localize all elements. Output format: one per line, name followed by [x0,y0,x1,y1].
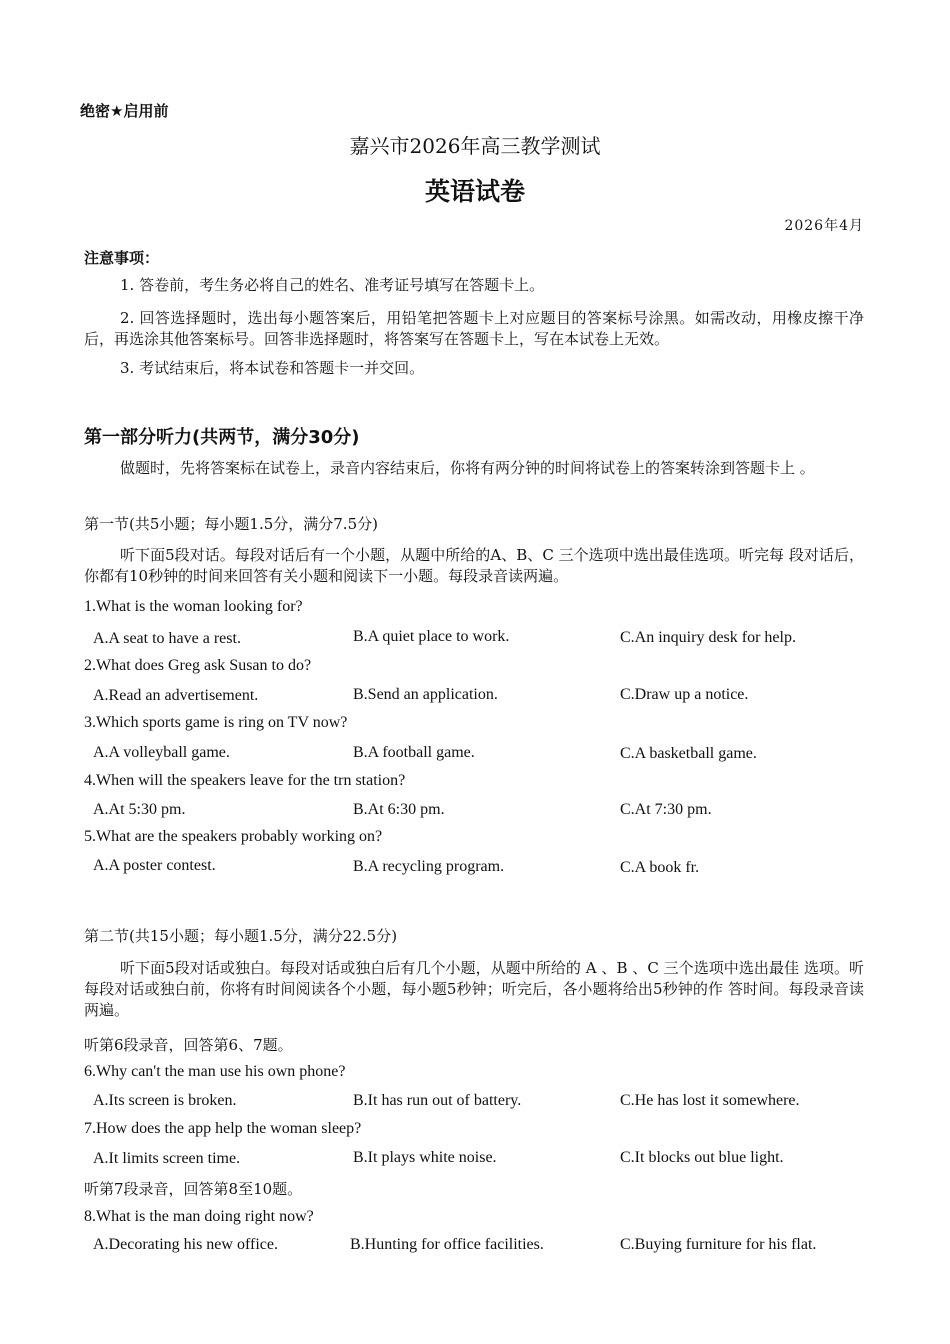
question-5: 5.What are the speakers probably working on? [84,828,383,845]
question-5-option-b: B.A recycling program. [353,858,505,875]
audio-7-instruction: 听第7段录音，回答第8至10题。 [84,1180,303,1198]
section1-instructions: 听下面5段对话。每段对话后有一个小题，从题中所给的A、B、C 三个选项中选出最佳选项。听完每 段对话后，你都有10秒钟的时间来回答有关小题和阅读下一小题。每段录音读两遍。 [84,546,864,585]
question-2-option-b: B.Send an application. [353,686,498,703]
question-3: 3.Which sports game is ring on TV now? [84,714,348,731]
notice-item-3: 3. 考试结束后，将本试卷和答题卡一并交回。 [120,359,425,377]
section2-heading: 第二节(共15小题；每小题1.5分，满分22.5分) [84,927,398,945]
part1-heading: 第一部分听力(共两节，满分30分) [84,427,360,448]
question-6: 6.Why can't the man use his own phone? [84,1063,346,1080]
question-4-option-c: C.At 7:30 pm. [620,801,712,818]
question-2: 2.What does Greg ask Susan to do? [84,657,312,674]
exam-date: 2026年4月 [784,218,864,234]
notice-item-1: 1. 答卷前，考生务必将自己的姓名、准考证号填写在答题卡上。 [120,276,545,294]
question-1: 1.What is the woman looking for? [84,598,303,615]
question-8-option-b: B.Hunting for office facilities. [350,1236,544,1253]
question-2-option-c: C.Draw up a notice. [620,686,749,703]
exam-subtitle: 嘉兴市2026年高三教学测试 [349,134,601,158]
question-7: 7.How does the app help the woman sleep? [84,1120,362,1137]
question-7-option-b: B.It plays white noise. [353,1149,497,1166]
notice-item-2: 2. 回答选择题时，选出每小题答案后，用铅笔把答题卡上对应题目的答案标号涂黑。如需改动，用橡皮擦干净后，再选涂其他答案标号。回答非选择题时，将答案写在答题卡上，写在本试卷上无效。 [84,309,864,348]
question-1-option-b: B.A quiet place to work. [353,628,510,645]
question-8-option-c: C.Buying furniture for his flat. [620,1236,817,1253]
question-4: 4.When will the speakers leave for the trn station? [84,772,406,789]
question-5-option-c: C.A book fr. [620,859,700,876]
question-6-option-c: C.He has lost it somewhere. [620,1092,800,1109]
question-1-option-a: A.A seat to have a rest. [93,630,241,647]
confidential-label: 绝密★启用前 [80,102,169,120]
exam-title: 英语试卷 [424,177,525,206]
section1-heading: 第一节(共5小题；每小题1.5分，满分7.5分) [84,515,378,533]
audio-6-instruction: 听第6段录音，回答第6、7题。 [84,1036,293,1054]
question-8-option-a: A.Decorating his new office. [93,1236,278,1253]
question-8: 8.What is the man doing right now? [84,1208,314,1225]
question-4-option-b: B.At 6:30 pm. [353,801,445,818]
notice-heading: 注意事项： [84,249,160,267]
part1-intro: 做题时，先将答案标在试卷上，录音内容结束后，你将有两分钟的时间将试卷上的答案转涂到答题卡上 。 [120,459,815,477]
question-3-option-c: C.A basketball game. [620,745,757,762]
question-2-option-a: A.Read an advertisement. [93,687,259,704]
question-5-option-a: A.A poster contest. [93,857,216,874]
question-3-option-b: B.A football game. [353,744,475,761]
question-7-option-a: A.It limits screen time. [93,1150,241,1167]
question-3-option-a: A.A volleyball game. [93,744,230,761]
question-6-option-a: A.Its screen is broken. [93,1092,237,1109]
question-1-option-c: C.An inquiry desk for help. [620,629,796,646]
question-4-option-a: A.At 5:30 pm. [93,801,186,818]
question-6-option-b: B.It has run out of battery. [353,1092,522,1109]
section2-instructions: 听下面5段对话或独白。每段对话或独白后有几个小题，从题中所给的 A 、B 、C 三个选项中选出最佳 选项。听每段对话或独白前，你将有时间阅读各个小题，每小题5秒钟；听完后，各小题将给出5秒钟的作 答时间。每段录音读两遍。 [84,959,864,1019]
question-7-option-c: C.It blocks out blue light. [620,1149,784,1166]
